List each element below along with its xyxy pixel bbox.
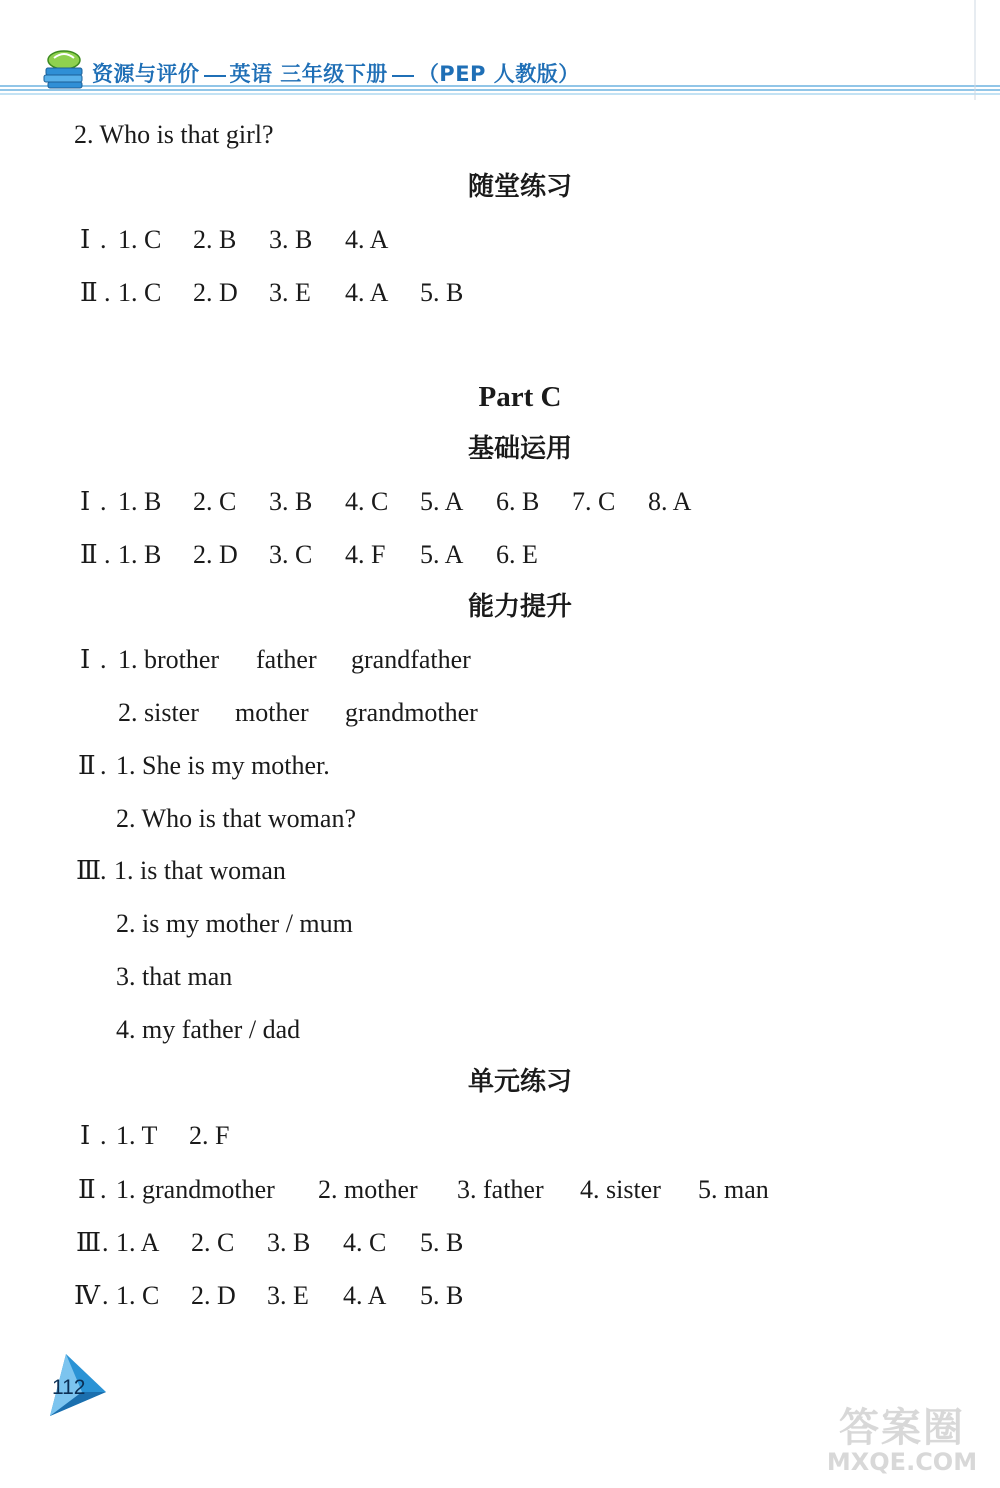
answer-item: 1. A: [116, 1228, 160, 1257]
roman-numeral: Ⅱ: [80, 278, 98, 307]
answer-item: 2. F: [189, 1121, 230, 1150]
answer-row: [0, 858, 1000, 888]
roman-numeral: Ⅰ: [80, 225, 91, 254]
answer-item: 2. mother: [318, 1175, 418, 1204]
answer-item: 3. B: [269, 487, 313, 516]
header-separator: [204, 74, 226, 77]
punct: .: [100, 751, 107, 780]
answer-row: [0, 1230, 1000, 1260]
answer-item: 2. D: [193, 278, 238, 307]
answer-item: 5. A: [420, 487, 464, 516]
answer-row: [0, 489, 1000, 519]
roman-numeral: Ⅳ: [74, 1281, 100, 1310]
answer-row: [0, 1283, 1000, 1313]
answer-item: 1. C: [116, 1281, 160, 1310]
header-series: 资源与评价: [92, 62, 200, 86]
answer-item: 2. Who is that woman?: [116, 804, 356, 833]
answer-item: 7. C: [572, 487, 616, 516]
roman-numeral: Ⅰ: [80, 645, 91, 674]
answer-item: 1. C: [118, 225, 162, 254]
answer-row: [0, 753, 1000, 783]
answer-item: 8. A: [648, 487, 692, 516]
answer-item: 5. A: [420, 540, 464, 569]
answer-item: 2. D: [193, 540, 238, 569]
answer-item: 4. C: [343, 1228, 387, 1257]
answer-item: 5. man: [698, 1175, 769, 1204]
punct: .: [104, 540, 111, 569]
answer-item: 2. B: [193, 225, 237, 254]
header-edition: （PEP 人教版）: [417, 62, 580, 86]
punct: .: [102, 1281, 109, 1310]
punct: .: [102, 1228, 109, 1257]
answer-item: 1. brother: [118, 645, 220, 674]
roman-numeral: Ⅲ: [76, 856, 102, 885]
answer-item: 2. D: [191, 1281, 236, 1310]
answer-item: 1. She is my mother.: [116, 751, 330, 780]
answer-item: 5. B: [420, 278, 464, 307]
punct: .: [100, 1121, 107, 1150]
answer-item: 6. B: [496, 487, 540, 516]
page-header: [0, 0, 1000, 100]
answer-row: [0, 280, 1000, 310]
answer-item: 2. C: [193, 487, 237, 516]
answer-row: [0, 227, 1000, 257]
header-separator: [392, 74, 414, 77]
answer-row: [0, 1177, 1000, 1207]
answer-item: 4. A: [343, 1281, 387, 1310]
answer-item: grandfather: [351, 645, 471, 674]
roman-numeral: Ⅰ: [80, 487, 91, 516]
roman-numeral: Ⅱ: [80, 540, 98, 569]
answer-row: [0, 542, 1000, 572]
watermark-url: MXQE.COM: [826, 1448, 978, 1476]
answer-item: 4. sister: [580, 1175, 661, 1204]
answer-row: [0, 1123, 1000, 1153]
part-title: Part C: [478, 381, 562, 413]
answer-item: 6. E: [496, 540, 538, 569]
answer-item: 1. B: [118, 540, 162, 569]
roman-numeral: Ⅰ: [80, 1121, 91, 1150]
answer-item: 4. A: [345, 225, 389, 254]
punct: .: [100, 1175, 107, 1204]
answer-row: [0, 700, 1000, 730]
page-number: 112: [52, 1376, 86, 1399]
answer-item: 1. is that woman: [114, 856, 286, 885]
answer-item: 1. T: [116, 1121, 158, 1150]
section-title-basic-application: 基础运用: [467, 434, 572, 464]
roman-numeral: Ⅱ: [78, 751, 96, 780]
punct: .: [100, 856, 107, 885]
header-subject: 英语 三年级下册: [229, 62, 388, 86]
answer-item: 1. C: [118, 278, 162, 307]
answer-item: 3. B: [267, 1228, 311, 1257]
answer-item: 3. B: [269, 225, 313, 254]
answer-item: 2. C: [191, 1228, 235, 1257]
intro-answer-line: 2. Who is that girl?: [74, 120, 274, 149]
answer-item: 1. grandmother: [116, 1175, 275, 1204]
answer-item: 3. that man: [116, 962, 233, 991]
answer-item: 3. E: [267, 1281, 309, 1310]
book-stack-icon: [40, 44, 88, 90]
answer-item: 3. E: [269, 278, 311, 307]
answer-row: [0, 647, 1000, 677]
answer-item: grandmother: [345, 698, 478, 727]
answer-item: 5. B: [420, 1228, 464, 1257]
answer-item: father: [256, 645, 317, 674]
section-title-classroom-practice: 随堂练习: [467, 172, 572, 202]
punct: .: [100, 645, 107, 674]
answer-item: 3. C: [269, 540, 313, 569]
answer-item: mother: [235, 698, 309, 727]
section-title-ability-improvement: 能力提升: [467, 592, 572, 622]
answer-item: 5. B: [420, 1281, 464, 1310]
section-title-unit-practice: 单元练习: [467, 1067, 572, 1097]
punct: .: [100, 487, 107, 516]
watermark: [812, 1396, 992, 1480]
punct: .: [104, 278, 111, 307]
answer-item: 2. is my mother / mum: [116, 909, 353, 938]
answer-item: 2. sister: [118, 698, 199, 727]
punct: .: [100, 225, 107, 254]
answer-item: 3. father: [457, 1175, 544, 1204]
answer-item: 4. A: [345, 278, 389, 307]
watermark-cn: 答案圈: [839, 1405, 965, 1451]
roman-numeral: Ⅱ: [78, 1175, 96, 1204]
header-title: [92, 58, 580, 88]
answer-item: 4. C: [345, 487, 389, 516]
answer-item: 1. B: [118, 487, 162, 516]
answer-item: 4. my father / dad: [116, 1015, 301, 1044]
roman-numeral: Ⅲ: [76, 1228, 102, 1257]
answer-item: 4. F: [345, 540, 386, 569]
